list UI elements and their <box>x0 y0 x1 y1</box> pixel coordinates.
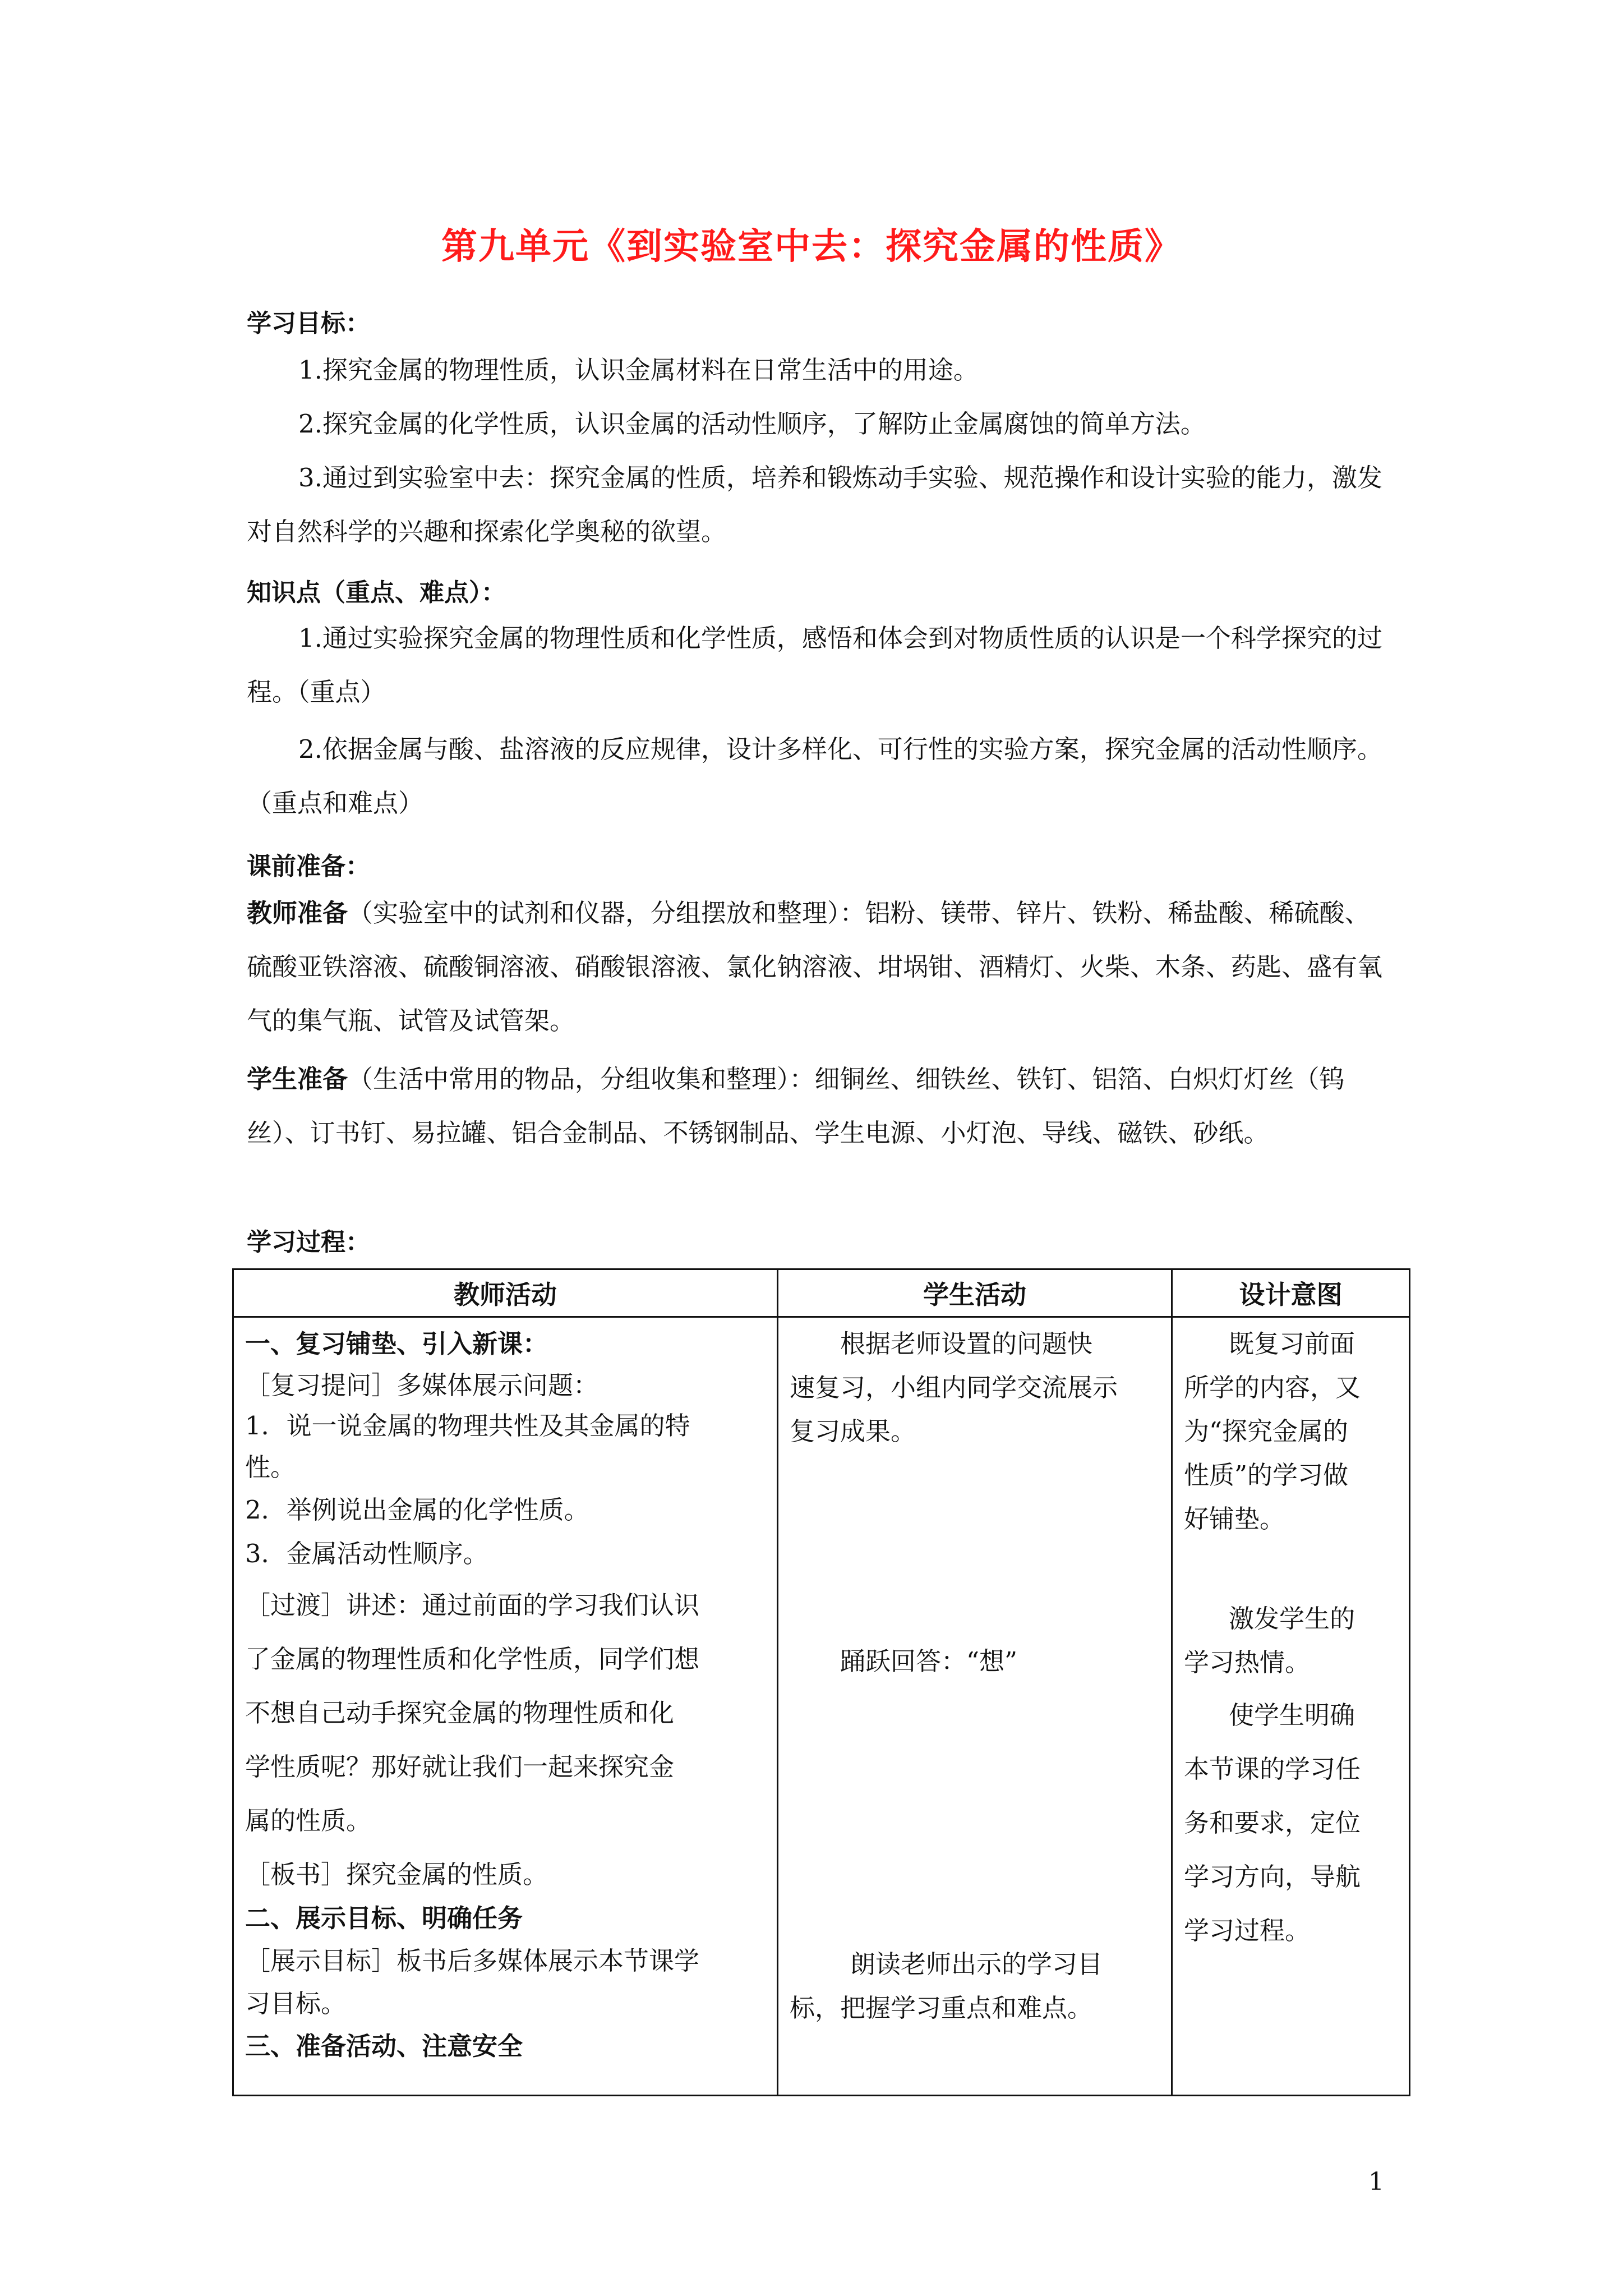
header-student-activity: 学生活动 <box>778 1269 1172 1317</box>
teacher-line: 属的性质。 <box>245 1806 372 1835</box>
intent-line: 为“探究金属的 <box>1184 1416 1349 1446</box>
intent-line: 学习过程。 <box>1184 1916 1311 1945</box>
header-teacher-activity: 教师活动 <box>233 1269 778 1317</box>
teacher-line: 1．说一说金属的物理共性及其金属的特 <box>245 1411 690 1441</box>
objectives-heading: 学习目标： <box>247 309 370 338</box>
teacher-line: 2．举例说出金属的化学性质。 <box>245 1495 589 1525</box>
teacher-line: 习目标。 <box>245 1989 347 2018</box>
page-title: 第九单元《到实验室中去：探究金属的性质》 <box>441 226 1182 268</box>
key-point-item-1: 1.通过实验探究金属的物理性质和化学性质，感悟和体会到对物质性质的认识是一个科学探究的过程。（重点） <box>247 623 1382 707</box>
teacher-line: 了金属的物理性质和化学性质，同学们想 <box>245 1644 700 1674</box>
teacher-line: ［板书］探究金属的性质。 <box>245 1860 548 1889</box>
teacher-line: ［复习提问］多媒体展示问题： <box>245 1370 599 1400</box>
page-number: 1 <box>1368 2168 1384 2196</box>
design-intent-cell <box>1172 1317 1410 2096</box>
teacher-preparation <box>247 886 1391 1048</box>
teacher-line: 不想自己动手探究金属的物理性质和化 <box>245 1698 675 1728</box>
intent-line: 激发学生的 <box>1229 1604 1355 1634</box>
process-heading: 学习过程： <box>247 1228 370 1257</box>
student-activity-cell <box>778 1317 1172 2096</box>
objective-item-2: 2.探究金属的化学性质，认识金属的活动性顺序，了解防止金属腐蚀的简单方法。 <box>298 409 1206 439</box>
student-preparation-label: 学生准备 <box>247 1064 348 1094</box>
key-points-heading: 知识点（重点、难点）： <box>247 578 506 607</box>
teacher-line: 二、展示目标、明确任务 <box>245 1903 523 1933</box>
teacher-line: ［展示目标］板书后多媒体展示本节课学 <box>245 1946 700 1976</box>
table-header-row <box>233 1269 1410 1317</box>
teacher-line: 性。 <box>245 1452 296 1482</box>
teacher-activity-cell <box>233 1317 778 2096</box>
teacher-preparation-text: （实验室中的试剂和仪器，分组摆放和整理）：铝粉、镁带、锌片、铁粉、稀盐酸、稀硫酸、硫酸亚铁溶液、硫酸铜溶液、硝酸银溶液、氯化钠溶液、坩埚钳、酒精灯、火柴、木条、药匙、盛有氧气的集气瓶、试管及试管架。 <box>247 898 1383 1036</box>
intent-line: 学习热情。 <box>1184 1648 1311 1677</box>
preparation-heading: 课前准备： <box>247 852 370 881</box>
teacher-preparation-label: 教师准备 <box>247 898 348 928</box>
key-point-item-2: 2.依据金属与酸、盐溶液的反应规律，设计多样化、可行性的实验方案，探究金属的活动性顺序。（重点和难点） <box>247 734 1382 818</box>
intent-line: 性质”的学习做 <box>1184 1460 1349 1490</box>
student-line: 速复习，小组内同学交流展示 <box>790 1373 1118 1402</box>
objective-item-3: 3.通过到实验室中去：探究金属的性质，培养和锻炼动手实验、规范操作和设计实验的能力，激发对自然科学的兴趣和探索化学奥秘的欲望。 <box>247 463 1382 546</box>
student-line: 根据老师设置的问题快 <box>840 1329 1093 1359</box>
table-row <box>233 1317 1410 2096</box>
teacher-line: 3．金属活动性顺序。 <box>245 1539 488 1568</box>
student-line: 踊跃回答：“想” <box>840 1646 1018 1676</box>
student-line: 朗读老师出示的学习目 <box>850 1949 1103 1979</box>
teacher-line: 三、准备活动、注意安全 <box>245 2031 523 2061</box>
student-line: 标，把握学习重点和难点。 <box>790 1993 1093 2023</box>
intent-line: 本节课的学习任 <box>1184 1754 1361 1784</box>
teacher-line: 一、复习铺垫、引入新课： <box>245 1329 548 1359</box>
header-design-intent: 设计意图 <box>1172 1269 1410 1317</box>
intent-line: 好铺垫。 <box>1184 1504 1285 1534</box>
teacher-line: 学性质呢？那好就让我们一起来探究金 <box>245 1752 675 1782</box>
intent-line: 学习方向，导航 <box>1184 1862 1361 1892</box>
student-preparation <box>247 1052 1391 1160</box>
intent-line: 务和要求，定位 <box>1184 1808 1361 1838</box>
teacher-line: ［过渡］讲述：通过前面的学习我们认识 <box>245 1590 700 1620</box>
student-preparation-text: （生活中常用的物品，分组收集和整理）：细铜丝、细铁丝、铁钉、铝箔、白炽灯灯丝（钨丝）、订书钉、易拉罐、铝合金制品、不锈钢制品、学生电源、小灯泡、导线、磁铁、砂纸。 <box>247 1064 1345 1148</box>
intent-line: 使学生明确 <box>1229 1700 1355 1730</box>
student-line: 复习成果。 <box>790 1416 916 1446</box>
intent-line: 既复习前面 <box>1229 1329 1355 1359</box>
objective-item-1: 1.探究金属的物理性质，认识金属材料在日常生活中的用途。 <box>298 355 979 385</box>
lesson-process-table <box>232 1268 1410 2096</box>
intent-line: 所学的内容，又 <box>1184 1373 1361 1402</box>
